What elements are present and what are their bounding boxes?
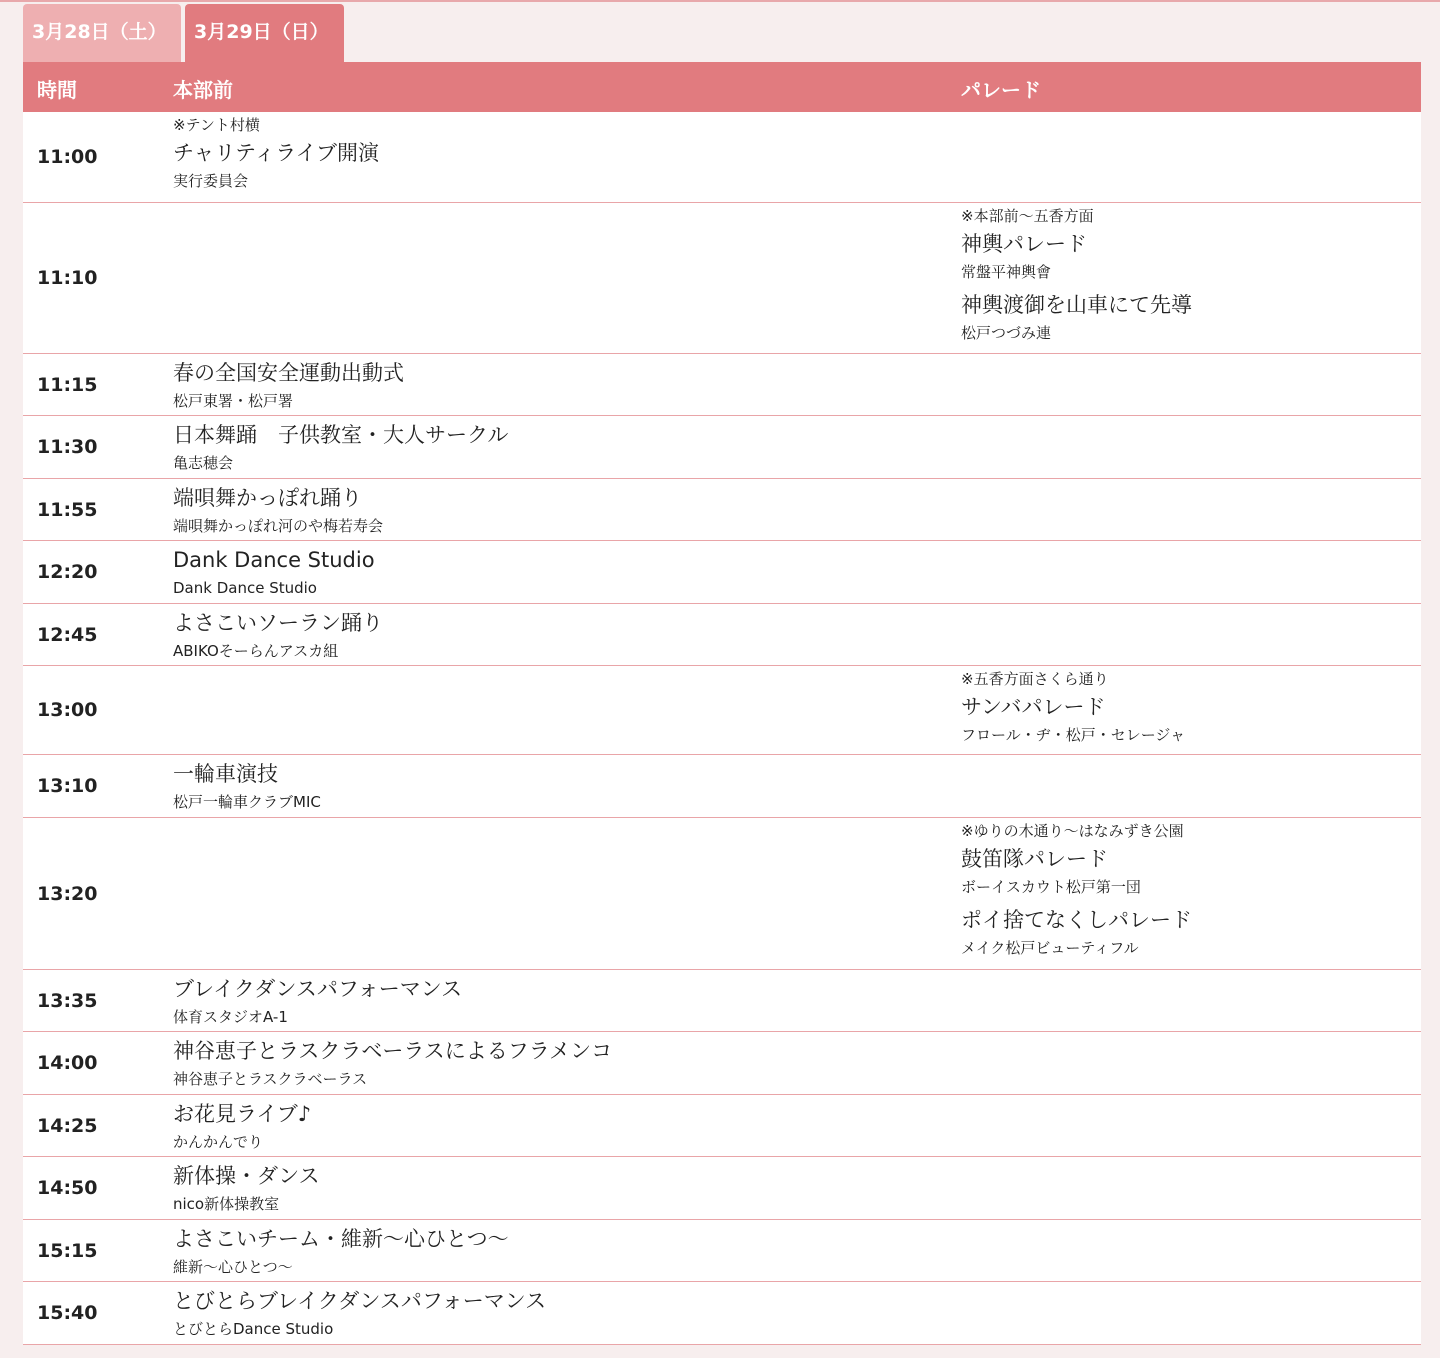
row-time: 14:50 bbox=[37, 1177, 98, 1199]
table-row bbox=[23, 479, 1421, 541]
event-performer: 松戸一輪車クラブMIC bbox=[173, 793, 321, 811]
event-note: ※テント村横 bbox=[173, 116, 260, 134]
main-stage-cell bbox=[173, 973, 943, 1034]
event-performer: 体育スタジオA-1 bbox=[173, 1008, 288, 1026]
header-time: 時間 bbox=[37, 78, 77, 102]
main-stage-cell bbox=[173, 758, 943, 819]
table-row bbox=[23, 1220, 1421, 1282]
main-stage-cell bbox=[173, 1223, 943, 1284]
main-stage-cell bbox=[173, 419, 943, 480]
main-stage-cell bbox=[173, 482, 943, 543]
event-performer: ボーイスカウト松戸第一団 bbox=[961, 878, 1141, 896]
table-row bbox=[23, 541, 1421, 604]
table-row bbox=[23, 416, 1421, 479]
parade-cell bbox=[961, 206, 1411, 350]
main-stage-cell bbox=[173, 357, 943, 418]
event-title: 端唄舞かっぽれ踊り bbox=[173, 486, 362, 510]
table-row bbox=[23, 1095, 1421, 1157]
event-performer: 常盤平神輿會 bbox=[961, 263, 1052, 281]
event-performer: 松戸つづみ連 bbox=[961, 324, 1052, 342]
event-note: ※ゆりの木通り〜はなみずき公園 bbox=[961, 822, 1184, 840]
event-performer: フロール・ヂ・松戸・セレージャ bbox=[961, 726, 1186, 744]
event-title: ポイ捨てなくしパレード bbox=[961, 908, 1192, 932]
table-row bbox=[23, 203, 1421, 354]
schedule-panel bbox=[23, 4, 1421, 1345]
header-parade: パレード bbox=[961, 78, 1041, 102]
row-time: 11:00 bbox=[37, 146, 98, 168]
event-title: お花見ライブ♪ bbox=[173, 1102, 312, 1126]
row-time: 13:00 bbox=[37, 699, 98, 721]
table-row bbox=[23, 1157, 1421, 1220]
row-time: 13:35 bbox=[37, 989, 98, 1012]
table-row bbox=[23, 666, 1421, 755]
row-time: 14:25 bbox=[37, 1114, 98, 1137]
event-title: 神谷恵子とラスクラベーラスによるフラメンコ bbox=[173, 1039, 613, 1063]
table-header bbox=[23, 62, 1421, 112]
row-time: 15:40 bbox=[37, 1302, 98, 1324]
parade-cell bbox=[961, 821, 1411, 965]
event-performer: 神谷恵子とラスクラベーラス bbox=[173, 1070, 368, 1088]
row-time: 13:10 bbox=[37, 775, 98, 797]
row-time: 11:55 bbox=[37, 498, 98, 521]
main-stage-cell bbox=[173, 607, 943, 668]
table-row bbox=[23, 970, 1421, 1032]
main-stage-cell bbox=[173, 1160, 943, 1221]
event-title: Dank Dance Studio bbox=[173, 548, 375, 572]
event-title: とびとらブレイクダンスパフォーマンス bbox=[173, 1289, 547, 1313]
main-stage-cell bbox=[173, 1098, 943, 1159]
event-performer: 亀志穂会 bbox=[173, 454, 234, 472]
event-performer: とびとらDance Studio bbox=[173, 1320, 334, 1338]
header-main-stage: 本部前 bbox=[173, 78, 233, 102]
event-title: 神輿渡御を山車にて先導 bbox=[961, 293, 1192, 317]
event-title: 春の全国安全運動出動式 bbox=[173, 361, 404, 385]
event-performer: Dank Dance Studio bbox=[173, 579, 317, 597]
row-time: 11:30 bbox=[37, 436, 98, 458]
table-row bbox=[23, 354, 1421, 416]
row-time: 11:10 bbox=[37, 267, 98, 289]
event-performer: かんかんでり bbox=[173, 1133, 264, 1151]
event-performer: 維新〜心ひとつ〜 bbox=[173, 1258, 293, 1276]
event-note: ※五香方面さくら通り bbox=[961, 670, 1109, 688]
tab-march-28[interactable]: 3月28日（土） bbox=[23, 4, 181, 62]
schedule-table-body bbox=[23, 112, 1421, 1345]
event-performer: ABIKOそーらんアスカ組 bbox=[173, 642, 339, 660]
row-time: 11:15 bbox=[37, 373, 98, 396]
main-stage-cell bbox=[173, 544, 943, 605]
table-row bbox=[23, 818, 1421, 970]
date-tabs bbox=[23, 4, 1421, 62]
table-row bbox=[23, 755, 1421, 818]
event-performer: 松戸東署・松戸署 bbox=[173, 392, 294, 410]
top-border bbox=[0, 0, 1440, 2]
event-title: ブレイクダンスパフォーマンス bbox=[173, 977, 463, 1001]
row-time: 12:45 bbox=[37, 623, 98, 646]
event-title: 一輪車演技 bbox=[173, 762, 278, 786]
event-title: よさこいチーム・維新〜心ひとつ〜 bbox=[173, 1227, 509, 1251]
event-performer: 実行委員会 bbox=[173, 172, 249, 190]
event-title: 新体操・ダンス bbox=[173, 1164, 320, 1188]
table-row bbox=[23, 1282, 1421, 1345]
table-row bbox=[23, 112, 1421, 203]
event-performer: nico新体操教室 bbox=[173, 1195, 280, 1213]
event-performer: メイク松戸ビューティフル bbox=[961, 939, 1139, 957]
event-title: 鼓笛隊パレード bbox=[961, 847, 1108, 871]
event-title: 神輿パレード bbox=[961, 232, 1087, 256]
event-note: ※本部前〜五香方面 bbox=[961, 207, 1094, 225]
row-time: 13:20 bbox=[37, 882, 98, 905]
event-title: 日本舞踊 子供教室・大人サークル bbox=[173, 423, 509, 447]
row-time: 15:15 bbox=[37, 1239, 98, 1262]
tab-march-29[interactable]: 3月29日（日） bbox=[185, 4, 344, 62]
table-row bbox=[23, 1032, 1421, 1095]
event-title: チャリティライブ開演 bbox=[173, 141, 380, 165]
main-stage-cell bbox=[173, 1285, 943, 1346]
parade-cell bbox=[961, 669, 1411, 752]
row-time: 12:20 bbox=[37, 561, 98, 583]
event-title: サンバパレード bbox=[961, 695, 1106, 719]
row-time: 14:00 bbox=[37, 1052, 98, 1074]
main-stage-cell bbox=[173, 115, 943, 198]
table-row bbox=[23, 604, 1421, 666]
main-stage-cell bbox=[173, 1035, 943, 1096]
event-title: よさこいソーラン踊り bbox=[173, 611, 383, 635]
event-performer: 端唄舞かっぽれ河のや梅若寿会 bbox=[173, 517, 384, 535]
